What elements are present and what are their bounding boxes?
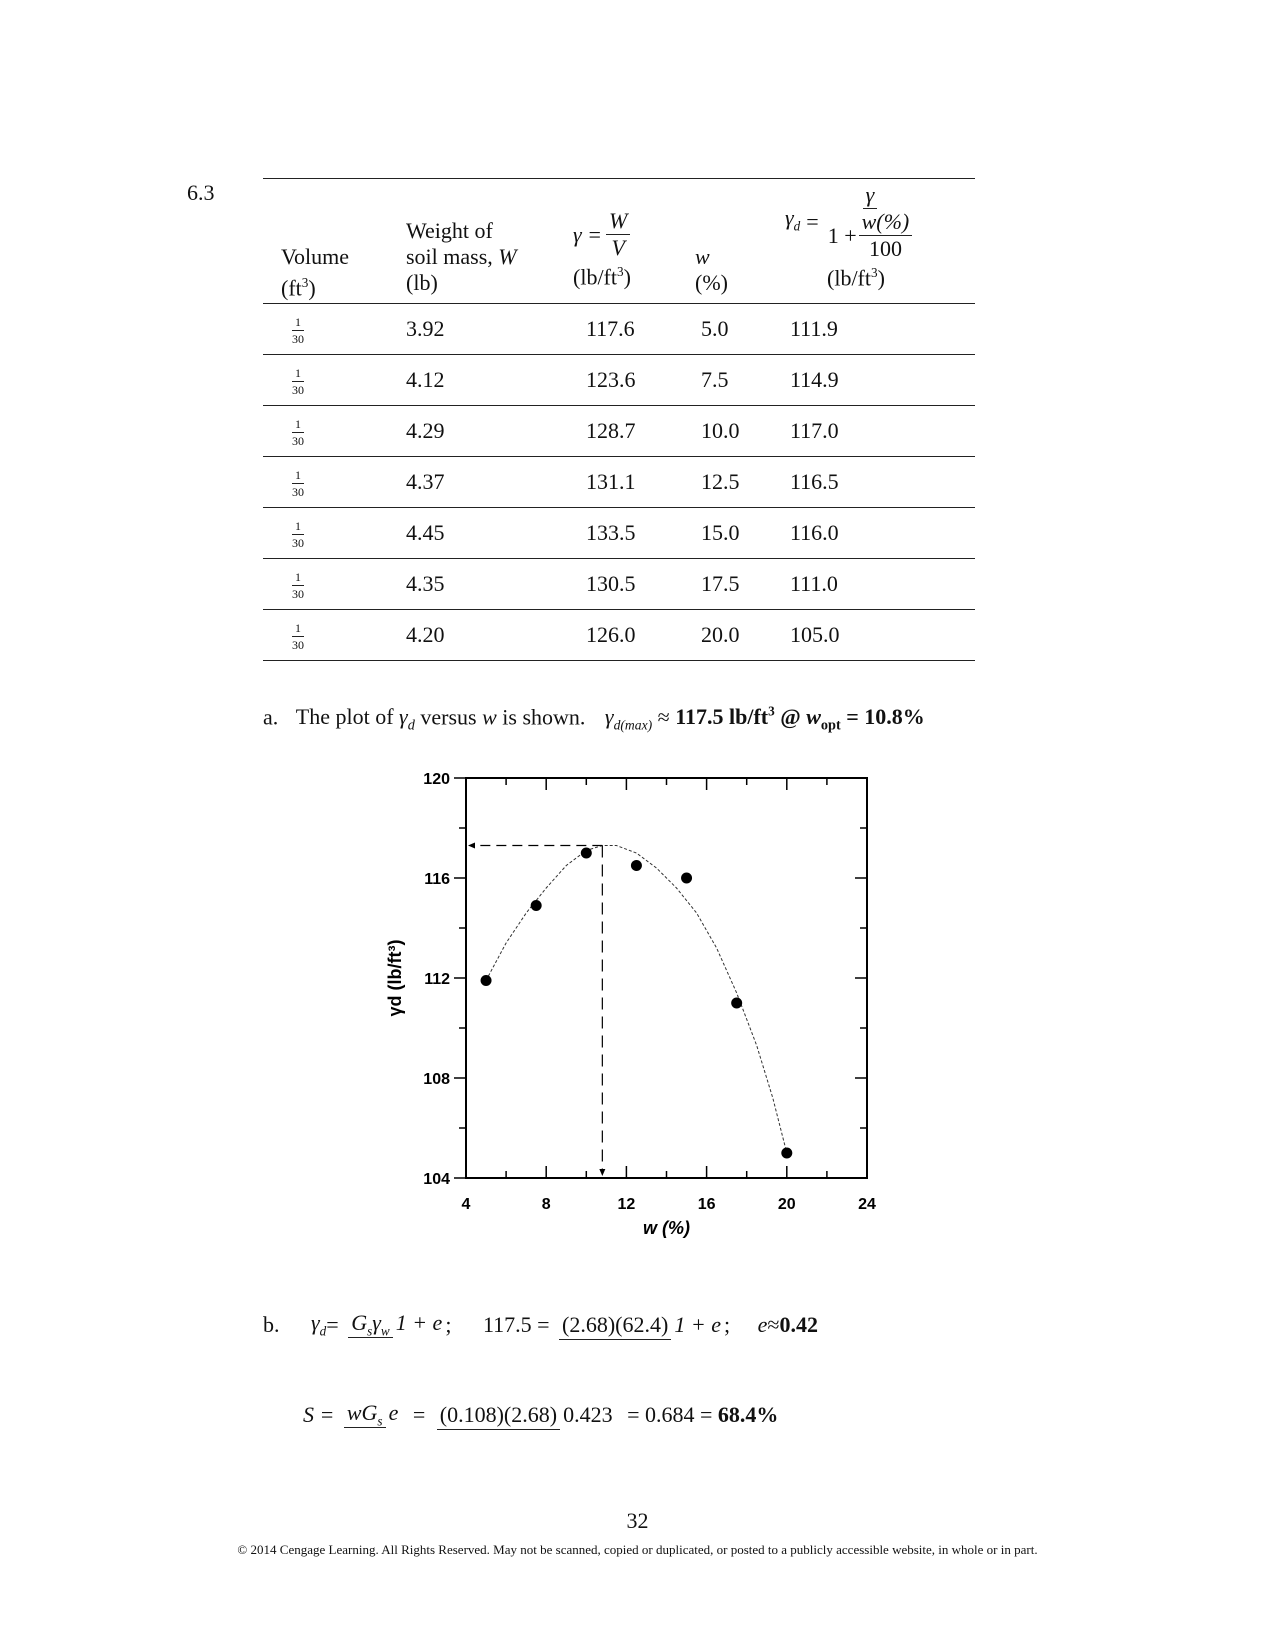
cell-w: 17.5 bbox=[701, 571, 740, 596]
cell-weight: 4.37 bbox=[406, 469, 445, 494]
compaction-table bbox=[263, 178, 975, 653]
problem-number: 6.3 bbox=[187, 180, 215, 205]
data-point bbox=[681, 873, 692, 884]
cell-weight: 4.29 bbox=[406, 418, 445, 443]
gamma-dmax-value: 117.5 lb/ft bbox=[675, 704, 769, 730]
table-row-rule bbox=[263, 660, 975, 661]
data-point bbox=[781, 1148, 792, 1159]
page-number: 32 bbox=[626, 1508, 649, 1533]
header-volume bbox=[281, 244, 349, 301]
header-gamma-d-unit: $(lb/ft^3)$ bbox=[827, 265, 885, 291]
y-tick-label: 112 bbox=[424, 971, 450, 988]
cell-w: 12.5 bbox=[701, 469, 740, 494]
table-row bbox=[263, 609, 975, 660]
data-point bbox=[531, 900, 542, 911]
cell-gamma: 130.5 bbox=[586, 571, 636, 596]
x-tick-label: 4 bbox=[461, 1196, 471, 1213]
data-point bbox=[731, 998, 742, 1009]
table-row bbox=[263, 354, 975, 405]
cell-weight: 4.35 bbox=[406, 571, 445, 596]
cell-gamma-d: 117.0 bbox=[790, 418, 839, 443]
data-point bbox=[581, 848, 592, 859]
cell-w: 20.0 bbox=[701, 622, 740, 647]
compaction-chart bbox=[380, 762, 900, 1272]
x-tick-label: 16 bbox=[697, 1196, 716, 1213]
table-row bbox=[263, 405, 975, 456]
header-gamma bbox=[573, 210, 631, 290]
header-weight-label: Weight of bbox=[406, 218, 493, 243]
table-row bbox=[263, 456, 975, 507]
x-tick-label: 8 bbox=[541, 1196, 551, 1213]
header-w-var: w bbox=[695, 244, 710, 269]
cell-volume: $\frac{1}{30}$ bbox=[292, 417, 304, 449]
header-gamma-formula: γ = $\frac{W}{V}$ bbox=[573, 210, 631, 259]
header-volume-unit: $(ft^3)$ bbox=[281, 275, 316, 301]
header-weight-label2: soil mass, W bbox=[406, 244, 517, 269]
void-ratio-result: 0.42 bbox=[779, 1311, 818, 1337]
cell-volume: $\frac{1}{30}$ bbox=[292, 570, 304, 602]
y-tick-label: 116 bbox=[424, 871, 450, 888]
cell-gamma-d: 116.5 bbox=[790, 469, 839, 494]
header-weight bbox=[406, 218, 517, 296]
table-top-rule bbox=[263, 178, 975, 179]
saturation-result: 68.4% bbox=[717, 1401, 779, 1427]
cell-gamma-d: 111.9 bbox=[790, 316, 838, 341]
cell-w: 7.5 bbox=[701, 367, 729, 392]
table-row bbox=[263, 303, 975, 354]
saturation-equation: $S = wG_s$ e = (0.108)(2.68) 0.423 = 0.684 = 68.4% bbox=[303, 1400, 779, 1429]
cell-w: 10.0 bbox=[701, 418, 740, 443]
cell-w: 5.0 bbox=[701, 316, 729, 341]
table-row bbox=[263, 558, 975, 609]
header-weight-unit: (lb) bbox=[406, 270, 438, 295]
cell-volume: $\frac{1}{30}$ bbox=[292, 366, 304, 398]
cell-volume: $\frac{1}{30}$ bbox=[292, 315, 304, 347]
x-tick-label: 12 bbox=[617, 1196, 636, 1213]
part-b-label: b. bbox=[263, 1311, 280, 1337]
cell-gamma: 123.6 bbox=[586, 367, 636, 392]
part-b-equation: b. $\gamma_d= G_s\gamma_w$ 1 + e ; 117.5 = (2.68)(62.4) 1 + e ; e≈0.42 bbox=[263, 1310, 818, 1339]
header-gamma-d bbox=[785, 184, 975, 291]
part-a-statement: a. The plot of $\gamma_d$ versus w is shown. $\gamma_{d(max)} \approx 117.5$ $lb/ft^3$ @ $w_{opt} = 10.8\%$ bbox=[263, 704, 925, 734]
cell-gamma: 133.5 bbox=[586, 520, 636, 545]
cell-volume: $\frac{1}{30}$ bbox=[292, 519, 304, 551]
x-tick-label: 24 bbox=[858, 1196, 876, 1213]
header-w-unit: (%) bbox=[695, 270, 728, 295]
cell-gamma-d: 114.9 bbox=[790, 367, 839, 392]
y-tick-label: 108 bbox=[423, 1071, 450, 1088]
cell-gamma: 126.0 bbox=[586, 622, 636, 647]
y-tick-label: 120 bbox=[423, 771, 450, 788]
cell-gamma: 131.1 bbox=[586, 469, 636, 494]
cell-gamma: 117.6 bbox=[586, 316, 635, 341]
header-gamma-d-formula: $\gamma_d$ = γ 1 + $\frac{w(\%)}{100}$ bbox=[785, 184, 975, 260]
cell-weight: 3.92 bbox=[406, 316, 445, 341]
y-axis-label: γd (lb/ft³) bbox=[385, 939, 405, 1017]
data-point bbox=[631, 860, 642, 871]
optimum-horizontal-arrow bbox=[468, 843, 475, 849]
x-tick-label: 20 bbox=[777, 1196, 796, 1213]
cell-gamma-d: 111.0 bbox=[790, 571, 838, 596]
cell-gamma-d: 116.0 bbox=[790, 520, 839, 545]
cell-weight: 4.12 bbox=[406, 367, 445, 392]
cell-gamma-d: 105.0 bbox=[790, 622, 840, 647]
y-tick-label: 104 bbox=[423, 1171, 450, 1188]
cell-volume: $\frac{1}{30}$ bbox=[292, 468, 304, 500]
optimum-vertical-arrow bbox=[599, 1169, 605, 1176]
fit-curve bbox=[486, 846, 787, 1154]
x-axis-label: w (%) bbox=[643, 1218, 690, 1238]
cell-weight: 4.45 bbox=[406, 520, 445, 545]
plot-frame bbox=[466, 778, 867, 1178]
cell-volume: $\frac{1}{30}$ bbox=[292, 621, 304, 653]
data-point bbox=[481, 975, 492, 986]
cell-w: 15.0 bbox=[701, 520, 740, 545]
copyright-notice: © 2014 Cengage Learning. All Rights Reserved. May not be scanned, copied or duplicated, or posted to a publicly accessible website, in whole or in part. bbox=[237, 1542, 1038, 1557]
cell-weight: 4.20 bbox=[406, 622, 445, 647]
cell-gamma: 128.7 bbox=[586, 418, 636, 443]
header-gamma-unit: $(lb/ft^3)$ bbox=[573, 264, 631, 290]
part-a-label: a. bbox=[263, 704, 279, 730]
table-row bbox=[263, 507, 975, 558]
w-opt-value: = 10.8% bbox=[840, 704, 925, 730]
header-w bbox=[695, 244, 728, 296]
header-volume-label: Volume bbox=[281, 244, 350, 269]
